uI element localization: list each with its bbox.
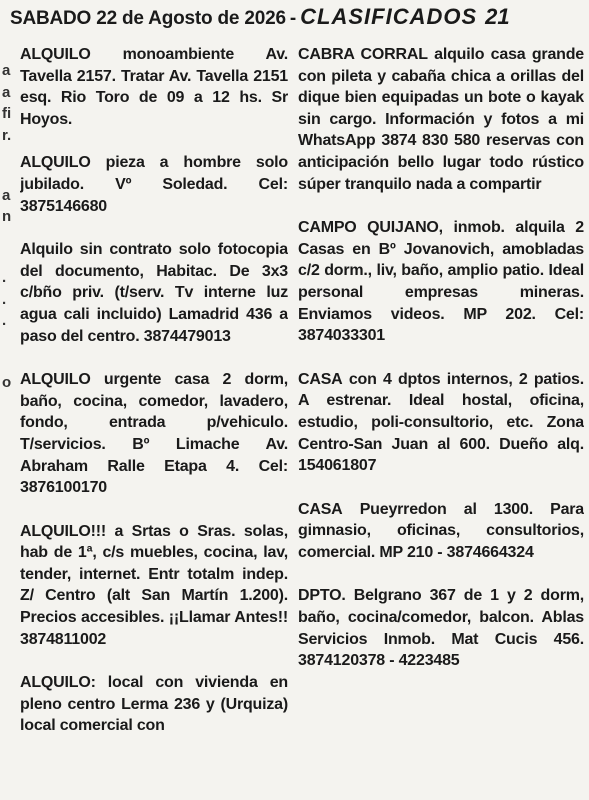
ad-body: monoambiente Av. Tavella 2157. Tratar Av. Tavella 2151 esq. Rio Toro de 09 a 12 hs. Sr Hoyos.	[20, 46, 288, 128]
classified-ad	[298, 44, 584, 195]
ad-lead: ALQUILO:	[20, 674, 96, 692]
ad-lead: ALQUILO	[20, 154, 91, 172]
ad-body: pieza a hombre solo jubilado. Vº Soledad. Cel: 3875146680	[20, 154, 288, 215]
right-column	[298, 44, 584, 800]
classified-ad	[298, 499, 584, 564]
ad-lead: CAMPO QUIJANO,	[298, 219, 443, 237]
header-dash: -	[289, 8, 297, 29]
edge-fragment: n	[2, 208, 12, 225]
page-number: 21	[485, 4, 510, 29]
edge-fragment: .	[2, 312, 7, 329]
ad-body: sin contrato solo fotocopia del documento, Habitac. De 3x3 c/bño priv. (t/serv. Tv interne luz agua cali incluido) Lamadrid 436 a paso del centro. 3874479013	[20, 241, 288, 345]
ad-body: urgente casa 2 dorm, baño, cocina, comedor, lavadero, fondo, entrada p/vehiculo. T/servicios. Bº Limache Av. Abraham Ralle Etapa 4. Cel: 3876100170	[20, 371, 288, 497]
header-date: SABADO 22 de Agosto de 2026	[10, 8, 286, 29]
classified-ad	[20, 239, 288, 347]
edge-fragment: r.	[2, 127, 12, 144]
classified-ad	[20, 369, 288, 499]
classified-ad	[298, 369, 584, 477]
classified-ad	[20, 44, 288, 130]
ad-body: a Srtas o Sras. solas, hab de 1ª, c/s muebles, cocina, lav, tender, internet. Entr totalm indep. Z/ Centro (alt San Martín 1.200). Precios accesibles. ¡¡Llamar Antes!! 3874811002	[20, 522, 288, 648]
ad-lead: ALQUILO	[20, 371, 91, 389]
ad-body: Belgrano 367 de 1 y 2 dorm, baño, cocina/comedor, balcon. Ablas Servicios Inmob. Mat Cucis 456. 3874120378 - 4223485	[298, 587, 584, 670]
section-title: CLASIFICADOS	[300, 4, 478, 29]
ad-lead: CABRA CORRAL	[298, 46, 428, 63]
edge-fragment: a	[2, 62, 11, 79]
ad-lead: CASA	[298, 370, 343, 388]
edge-fragment: o	[2, 374, 12, 391]
ad-body: Pueyrredon al 1300. Para gimnasio, oficinas, consultorios, comercial. MP 210 - 3874664324	[298, 500, 584, 561]
ad-lead: ALQUILO	[20, 46, 91, 63]
ad-lead: ALQUILO!!!	[20, 522, 106, 540]
ad-body: inmob. alquila 2 Casas en Bº Jovanovich, amobladas c/2 dorm., liv, baño, amplio patio. Ideal personal empresas mineras. Enviamos videos. MP 202. Cel: 3874033301	[298, 219, 584, 345]
classified-ad	[20, 672, 288, 737]
classified-ad	[20, 152, 288, 217]
edge-fragment: .	[2, 269, 7, 286]
classified-ad	[20, 521, 288, 651]
edge-fragment: .	[2, 291, 7, 308]
ad-lead: CASA	[298, 500, 343, 518]
page-header	[10, 4, 586, 34]
previous-page-edge	[0, 56, 12, 756]
ad-body: local con vivienda en pleno centro Lerma 236 y (Urquiza) local comercial con	[20, 674, 288, 735]
classified-ad	[298, 217, 584, 347]
ad-lead: DPTO.	[298, 587, 346, 605]
ad-lead: Alquilo	[20, 241, 73, 259]
edge-fragment: a	[2, 84, 11, 101]
left-column	[20, 44, 288, 800]
edge-fragment: a	[2, 187, 11, 204]
ad-body: alquilo casa grande con pileta y cabaña chica a orillas del dique bien equipadas un bote o kayak sin cargo. Información y fotos a mi WhatsApp 3874 830 580 reservas con anticipación bello lugar todo rústico súper tranquilo nada a compartir	[298, 46, 584, 193]
classified-ad	[298, 585, 584, 671]
edge-fragment: fi	[2, 105, 12, 122]
ad-body: con 4 dptos internos, 2 patios. A estrenar. Ideal hostal, oficina, estudio, poli-consultorio, etc. Zona Centro-San Juan al 600. Dueño alq. 154061807	[298, 370, 584, 475]
